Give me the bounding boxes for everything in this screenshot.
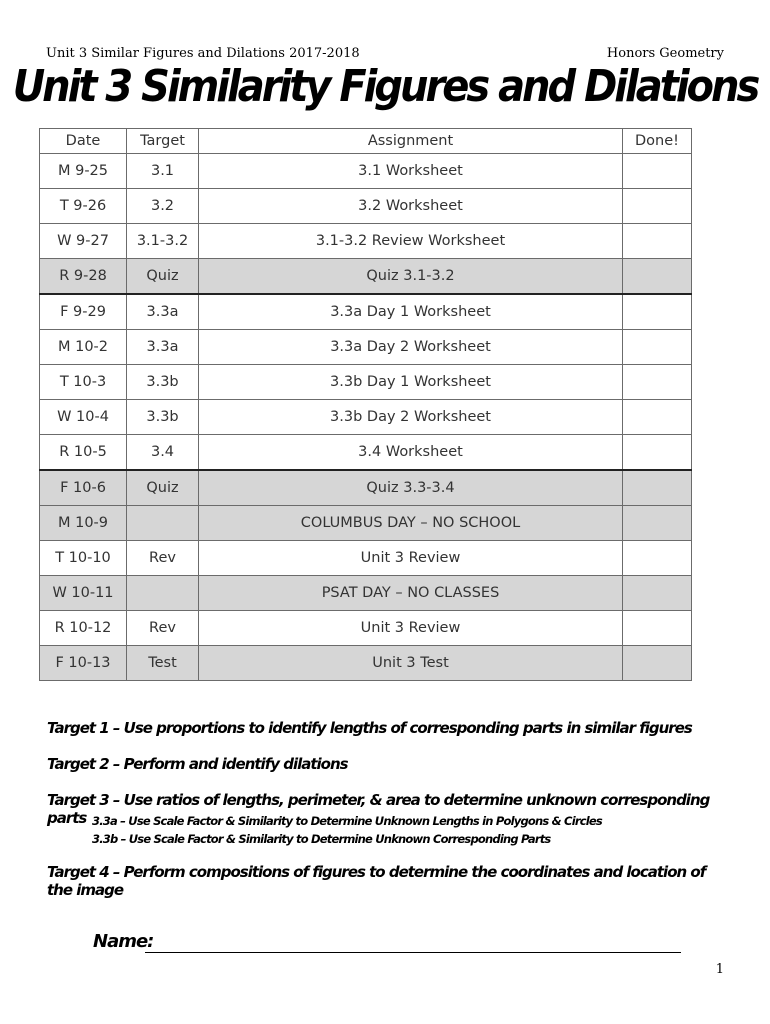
table-row [40, 294, 692, 330]
cell-target [127, 576, 199, 611]
cell-assignment: Unit 3 Review [199, 611, 623, 646]
table-row [40, 224, 692, 259]
target-1-text: Target 1 – Use proportions to identify lengths of corresponding parts in similar figures [47, 719, 692, 737]
cell-assignment: Unit 3 Test [199, 646, 623, 681]
table-row [40, 435, 692, 471]
cell-assignment: Quiz 3.3-3.4 [199, 470, 623, 506]
cell-target: 3.1-3.2 [127, 224, 199, 259]
cell-target: Test [127, 646, 199, 681]
target-3b-text: 3.3b – Use Scale Factor & Similarity to Determine Unknown Corresponding Parts [92, 832, 551, 846]
table-row [40, 154, 692, 189]
cell-target: 3.3b [127, 400, 199, 435]
cell-assignment: PSAT DAY – NO CLASSES [199, 576, 623, 611]
table-row [40, 646, 692, 681]
target-4-text: Target 4 – Perform compositions of figures to determine the coordinates and location of the image [47, 863, 706, 899]
cell-target: 3.4 [127, 435, 199, 471]
cell-done-checkbox[interactable] [623, 189, 692, 224]
name-field[interactable] [93, 931, 681, 957]
table-row [40, 470, 692, 506]
cell-assignment: 3.3a Day 2 Worksheet [199, 330, 623, 365]
table-row [40, 259, 692, 295]
table-row [40, 189, 692, 224]
table-header-row [40, 129, 692, 154]
cell-date: M 10-9 [40, 506, 127, 541]
cell-date: R 10-5 [40, 435, 127, 471]
table-row [40, 330, 692, 365]
cell-done-checkbox[interactable] [623, 506, 692, 541]
cell-target: 3.2 [127, 189, 199, 224]
cell-date: T 10-3 [40, 365, 127, 400]
cell-done-checkbox[interactable] [623, 365, 692, 400]
cell-done-checkbox[interactable] [623, 224, 692, 259]
cell-date: W 10-4 [40, 400, 127, 435]
cell-target: 3.3a [127, 294, 199, 330]
cell-done-checkbox[interactable] [623, 330, 692, 365]
page-title: Unit 3 Similarity Figures and Dilations [12, 62, 758, 112]
cell-date: W 10-11 [40, 576, 127, 611]
cell-date: M 10-2 [40, 330, 127, 365]
cell-assignment: 3.3a Day 1 Worksheet [199, 294, 623, 330]
column-header-done: Done! [623, 129, 692, 154]
cell-assignment: 3.3b Day 1 Worksheet [199, 365, 623, 400]
name-label: Name: [93, 931, 154, 952]
cell-assignment: 3.1 Worksheet [199, 154, 623, 189]
cell-assignment: 3.1-3.2 Review Worksheet [199, 224, 623, 259]
name-underline[interactable] [145, 952, 681, 953]
cell-target: Quiz [127, 259, 199, 295]
schedule-table [39, 128, 692, 681]
cell-assignment: 3.4 Worksheet [199, 435, 623, 471]
cell-done-checkbox[interactable] [623, 470, 692, 506]
cell-assignment: 3.3b Day 2 Worksheet [199, 400, 623, 435]
cell-date: R 9-28 [40, 259, 127, 295]
cell-done-checkbox[interactable] [623, 541, 692, 576]
cell-target: 3.3b [127, 365, 199, 400]
cell-date: F 10-13 [40, 646, 127, 681]
cell-date: T 9-26 [40, 189, 127, 224]
cell-target [127, 506, 199, 541]
cell-date: T 10-10 [40, 541, 127, 576]
table-row [40, 400, 692, 435]
cell-date: F 10-6 [40, 470, 127, 506]
cell-assignment: Unit 3 Review [199, 541, 623, 576]
cell-done-checkbox[interactable] [623, 576, 692, 611]
header-class-name: Honors Geometry [606, 46, 724, 61]
cell-target: Rev [127, 611, 199, 646]
target-3-text: Target 3 – Use ratios of lengths, perimeter, & area to determine unknown corresponding parts [47, 791, 710, 827]
cell-assignment: 3.2 Worksheet [199, 189, 623, 224]
cell-done-checkbox[interactable] [623, 259, 692, 295]
table-row [40, 576, 692, 611]
column-header-target: Target [127, 129, 199, 154]
page-number: 1 [715, 962, 724, 977]
cell-done-checkbox[interactable] [623, 435, 692, 471]
cell-date: M 9-25 [40, 154, 127, 189]
cell-date: R 10-12 [40, 611, 127, 646]
cell-done-checkbox[interactable] [623, 154, 692, 189]
cell-target: Quiz [127, 470, 199, 506]
cell-target: 3.1 [127, 154, 199, 189]
cell-done-checkbox[interactable] [623, 611, 692, 646]
cell-date: W 9-27 [40, 224, 127, 259]
target-3a-text: 3.3a – Use Scale Factor & Similarity to Determine Unknown Lengths in Polygons & Circles [92, 814, 602, 828]
cell-date: F 9-29 [40, 294, 127, 330]
cell-target: 3.3a [127, 330, 199, 365]
table-row [40, 506, 692, 541]
target-2-text: Target 2 – Perform and identify dilations [47, 755, 348, 773]
table-row [40, 541, 692, 576]
cell-target: Rev [127, 541, 199, 576]
cell-assignment: Quiz 3.1-3.2 [199, 259, 623, 295]
table-row [40, 365, 692, 400]
cell-done-checkbox[interactable] [623, 400, 692, 435]
header-course-info: Unit 3 Similar Figures and Dilations 2017-2018 [46, 46, 360, 61]
cell-assignment: COLUMBUS DAY – NO SCHOOL [199, 506, 623, 541]
column-header-date: Date [40, 129, 127, 154]
cell-done-checkbox[interactable] [623, 294, 692, 330]
cell-done-checkbox[interactable] [623, 646, 692, 681]
table-row [40, 611, 692, 646]
column-header-assignment: Assignment [199, 129, 623, 154]
